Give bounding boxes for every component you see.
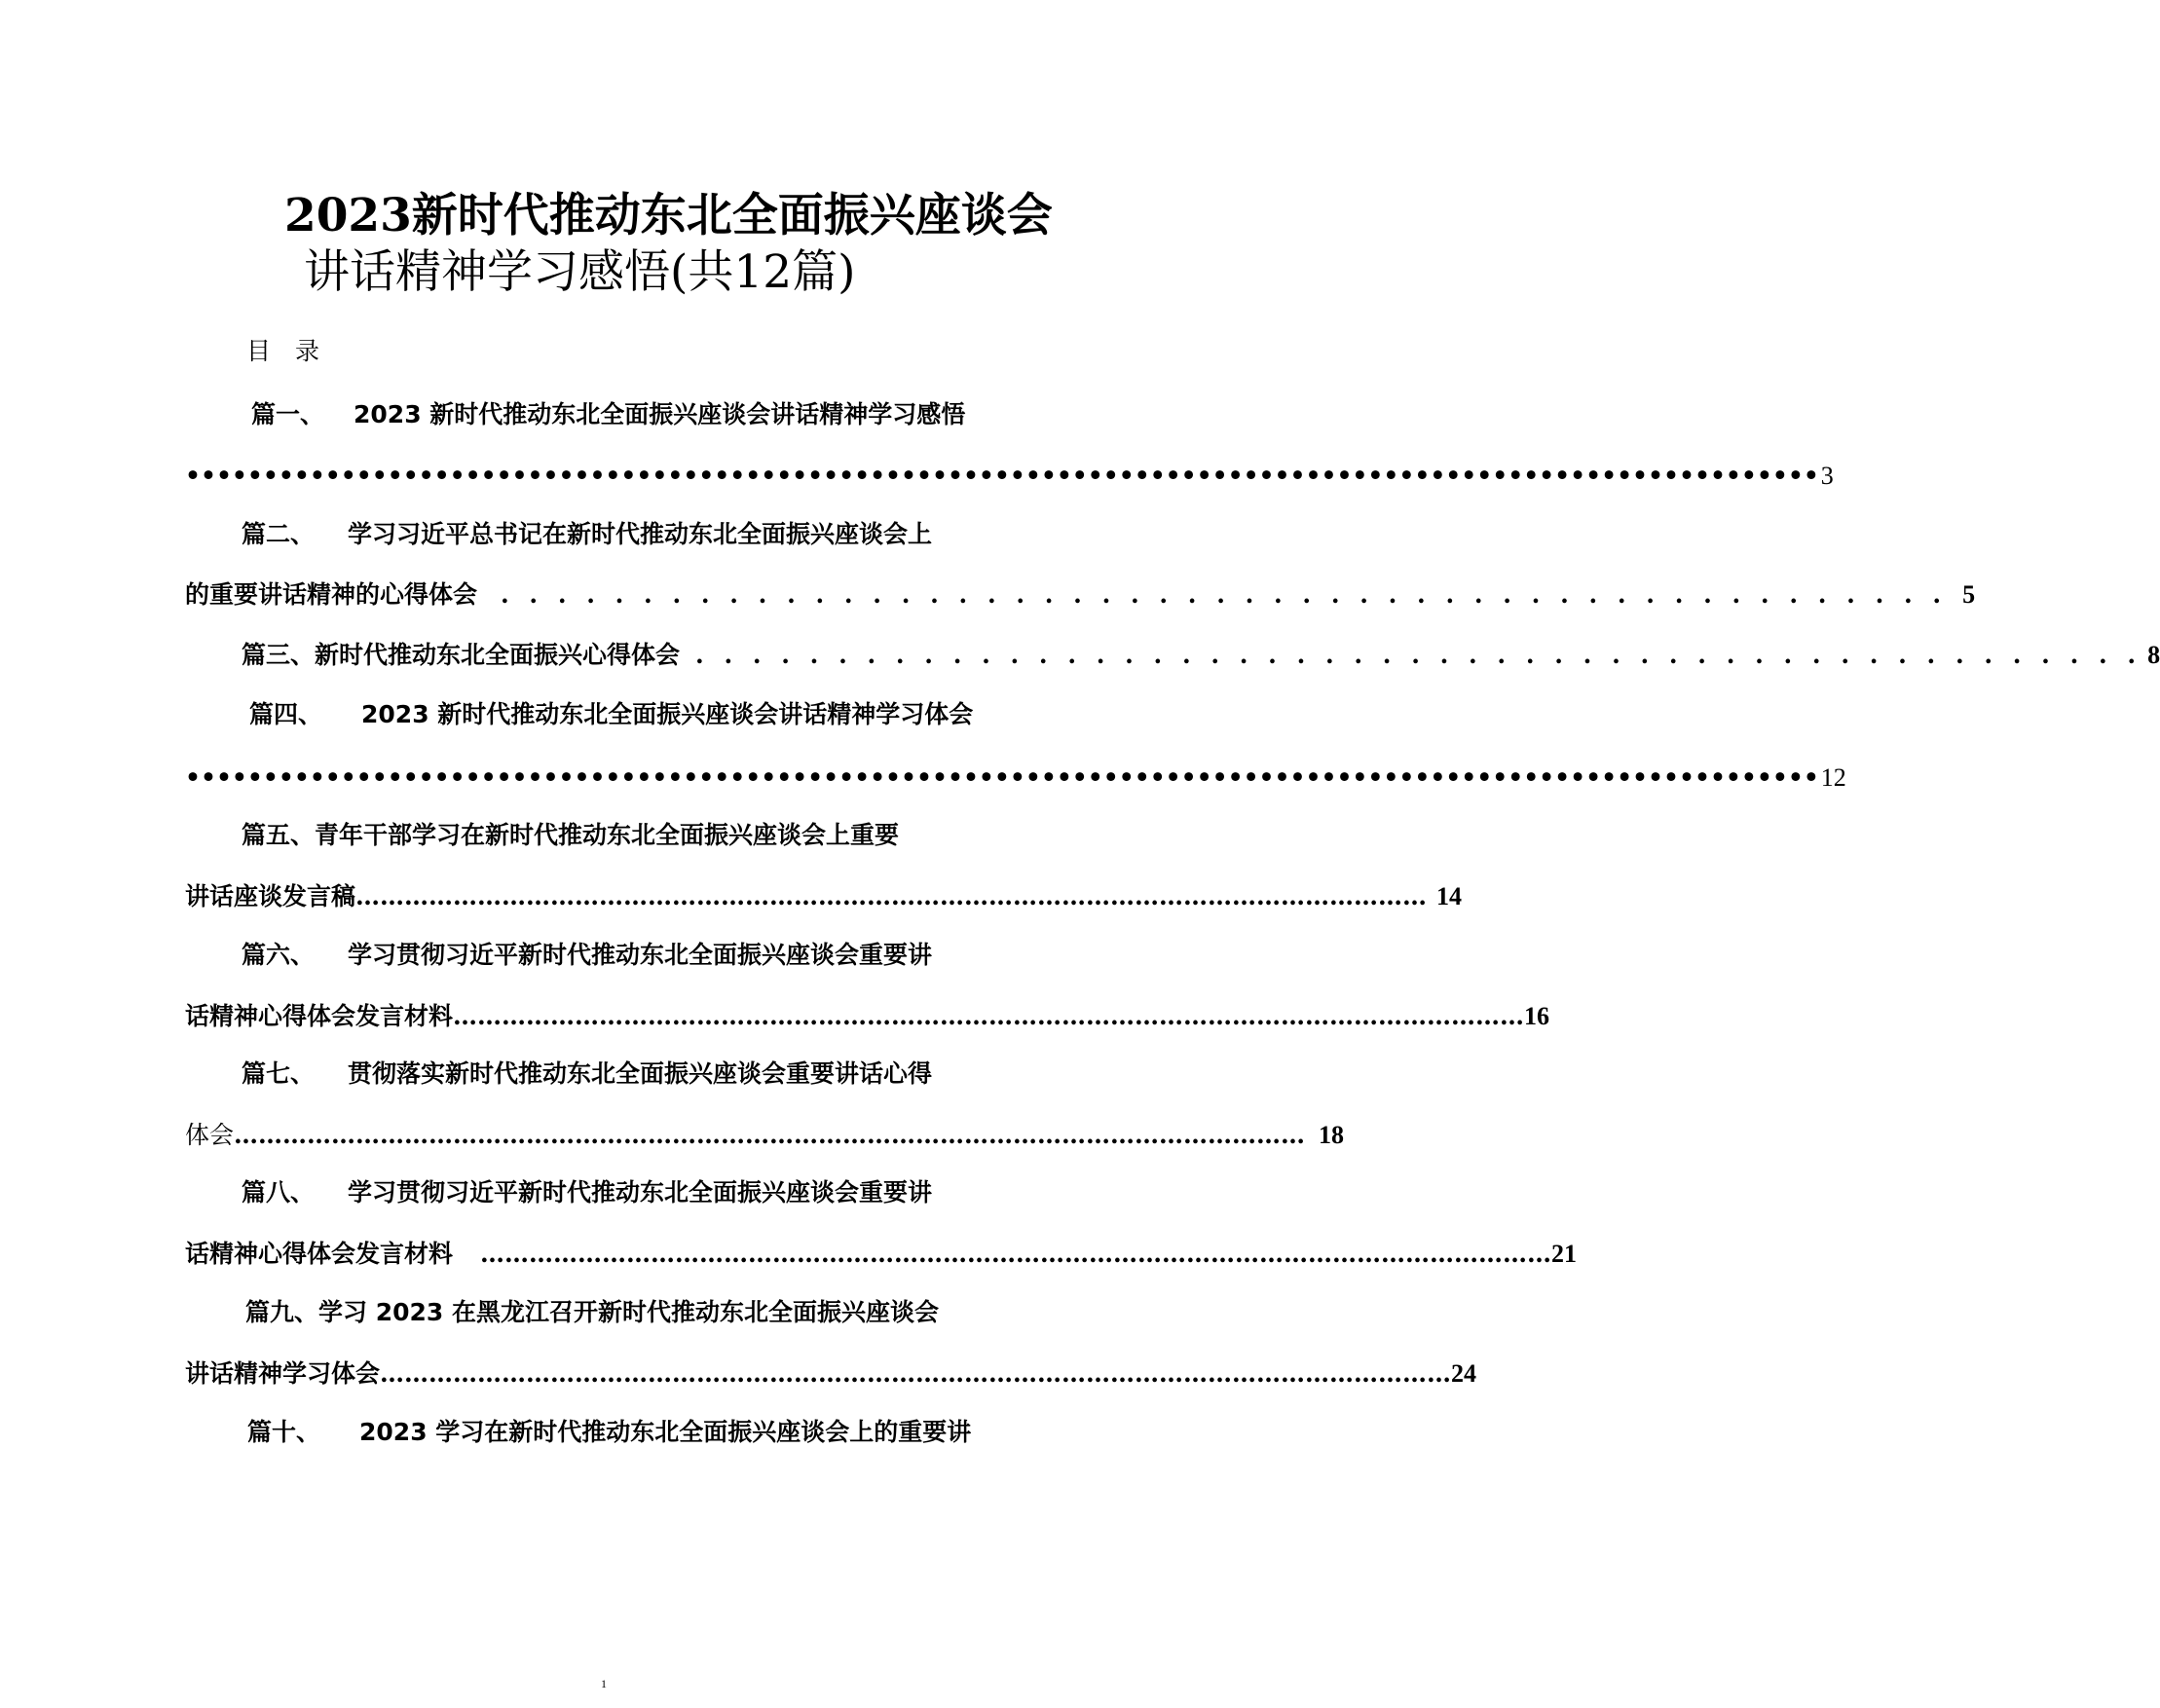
toc-entry-title-cont: 讲话座谈发言稿 — [185, 882, 356, 910]
toc-entry-title: 2023 新时代推动东北全面振兴座谈会讲话精神学习感悟 — [354, 400, 966, 428]
toc-leader: . . . . . . . . . . . . . . . . . . . . . . . . . . . . . . . . . . . . . . . . . . . . . . . . . . . — [501, 580, 1948, 609]
toc-leader: …………………………………………………………………………………………………………………… — [234, 1121, 1306, 1149]
toc-page-number: 3 — [1820, 462, 1834, 490]
toc-entry-8-cont[interactable] — [185, 1240, 1578, 1268]
toc-entry-title: 新时代推动东北全面振兴心得体会 — [315, 641, 681, 669]
toc-page-number: 21 — [1551, 1240, 1578, 1268]
toc-entry-4[interactable] — [249, 702, 973, 726]
toc-entry-1[interactable] — [251, 402, 965, 427]
toc-entry-title: 学习贯彻习近平新时代推动东北全面振兴座谈会重要讲 — [348, 1178, 933, 1207]
toc-entry-6[interactable] — [242, 943, 932, 967]
toc-entry-2-cont[interactable] — [185, 580, 1976, 609]
document-title-line-1: 2023新时代推动东北全面振兴座谈会 — [284, 189, 1053, 242]
toc-entry-title-cont: 话精神心得体会发言材料 — [185, 1002, 454, 1030]
toc-entry-label: 篇四、 — [249, 700, 323, 728]
toc-entry-title: 2023 新时代推动东北全面振兴座谈会讲话精神学习体会 — [361, 700, 974, 728]
toc-entry-title-cont: 话精神心得体会发言材料 — [185, 1240, 454, 1268]
toc-leader: …………………………………………………………………………………………………………………… — [355, 882, 1428, 910]
toc-entry-label: 篇五、 — [242, 821, 316, 849]
toc-entry-title-cont: 体会 — [185, 1121, 235, 1149]
toc-entry-label: 篇三、 — [242, 641, 316, 669]
toc-page-number: 5 — [1962, 580, 1976, 609]
toc-leader: . . . . . . . . . . . . . . . . . . . . . . . . . . . . . . . . . . . . . . . . . . . . . . . . . . . — [695, 641, 2142, 669]
toc-page-number: 16 — [1524, 1002, 1550, 1030]
toc-entry-title: 青年干部学习在新时代推动东北全面振兴座谈会上重要 — [315, 821, 900, 849]
toc-entry-6-cont[interactable] — [185, 1002, 1550, 1030]
toc-page-number: 14 — [1436, 882, 1463, 910]
toc-entry-title: 2023 学习在新时代推动东北全面振兴座谈会上的重要讲 — [359, 1418, 972, 1446]
toc-entry-5-cont[interactable] — [185, 882, 1463, 910]
toc-entry-label: 篇八、 — [242, 1178, 316, 1207]
toc-entry-2[interactable] — [242, 522, 932, 546]
toc-entry-9-cont[interactable] — [185, 1359, 1477, 1388]
toc-entry-9[interactable] — [245, 1300, 939, 1324]
toc-page-number: 18 — [1319, 1121, 1345, 1149]
toc-leader: ••••••••••••••••••••••••••••••••••••••••••••••••••••••••••••••••••••••••••••••••••••••••••••••••••••••••• — [185, 462, 1819, 490]
document-title-line-2: 讲话精神学习感悟(共12篇) — [304, 245, 856, 299]
toc-entry-5[interactable] — [242, 823, 899, 847]
toc-entry-1-leader-line[interactable] — [185, 462, 1834, 490]
toc-entry-label: 篇十、 — [247, 1418, 321, 1446]
toc-page-number: 8 — [2147, 641, 2160, 669]
toc-leader: ••••••••••••••••••••••••••••••••••••••••••••••••••••••••••••••••••••••••••••••••••••••••••••••••••••••••• — [185, 763, 1819, 792]
toc-heading: 目 录 — [246, 337, 320, 365]
toc-leader: …………………………………………………………………………………………………………………… — [480, 1240, 1552, 1268]
toc-entry-7[interactable] — [242, 1061, 932, 1086]
toc-entry-10[interactable] — [247, 1420, 971, 1444]
toc-entry-title-cont: 的重要讲话精神的心得体会 — [185, 580, 478, 609]
toc-entry-7-cont[interactable] — [185, 1121, 1345, 1149]
toc-entry-title: 贯彻落实新时代推动东北全面振兴座谈会重要讲话心得 — [348, 1059, 933, 1088]
toc-page-number: 24 — [1451, 1359, 1477, 1388]
toc-page-number: 12 — [1820, 763, 1846, 792]
toc-entry-label: 篇二、 — [242, 520, 316, 548]
toc-entry-label: 篇九、 — [245, 1298, 319, 1326]
toc-entry-title: 学习习近平总书记在新时代推动东北全面振兴座谈会上 — [348, 520, 933, 548]
toc-entry-title-cont: 讲话精神学习体会 — [185, 1359, 381, 1388]
toc-entry-label: 篇六、 — [242, 941, 316, 969]
toc-entry-4-leader-line[interactable] — [185, 763, 1846, 792]
toc-entry-title: 学习贯彻习近平新时代推动东北全面振兴座谈会重要讲 — [348, 941, 933, 969]
toc-entry-8[interactable] — [242, 1180, 932, 1205]
page-number-footer: 1 — [601, 1677, 607, 1690]
toc-entry-title: 学习 2023 在黑龙江召开新时代推动东北全面振兴座谈会 — [318, 1298, 940, 1326]
toc-leader: …………………………………………………………………………………………………………………… — [453, 1002, 1525, 1030]
toc-leader: …………………………………………………………………………………………………………………… — [380, 1359, 1452, 1388]
toc-entry-3[interactable] — [242, 641, 2160, 669]
toc-entry-label: 篇七、 — [242, 1059, 316, 1088]
toc-entry-label: 篇一、 — [251, 400, 325, 428]
